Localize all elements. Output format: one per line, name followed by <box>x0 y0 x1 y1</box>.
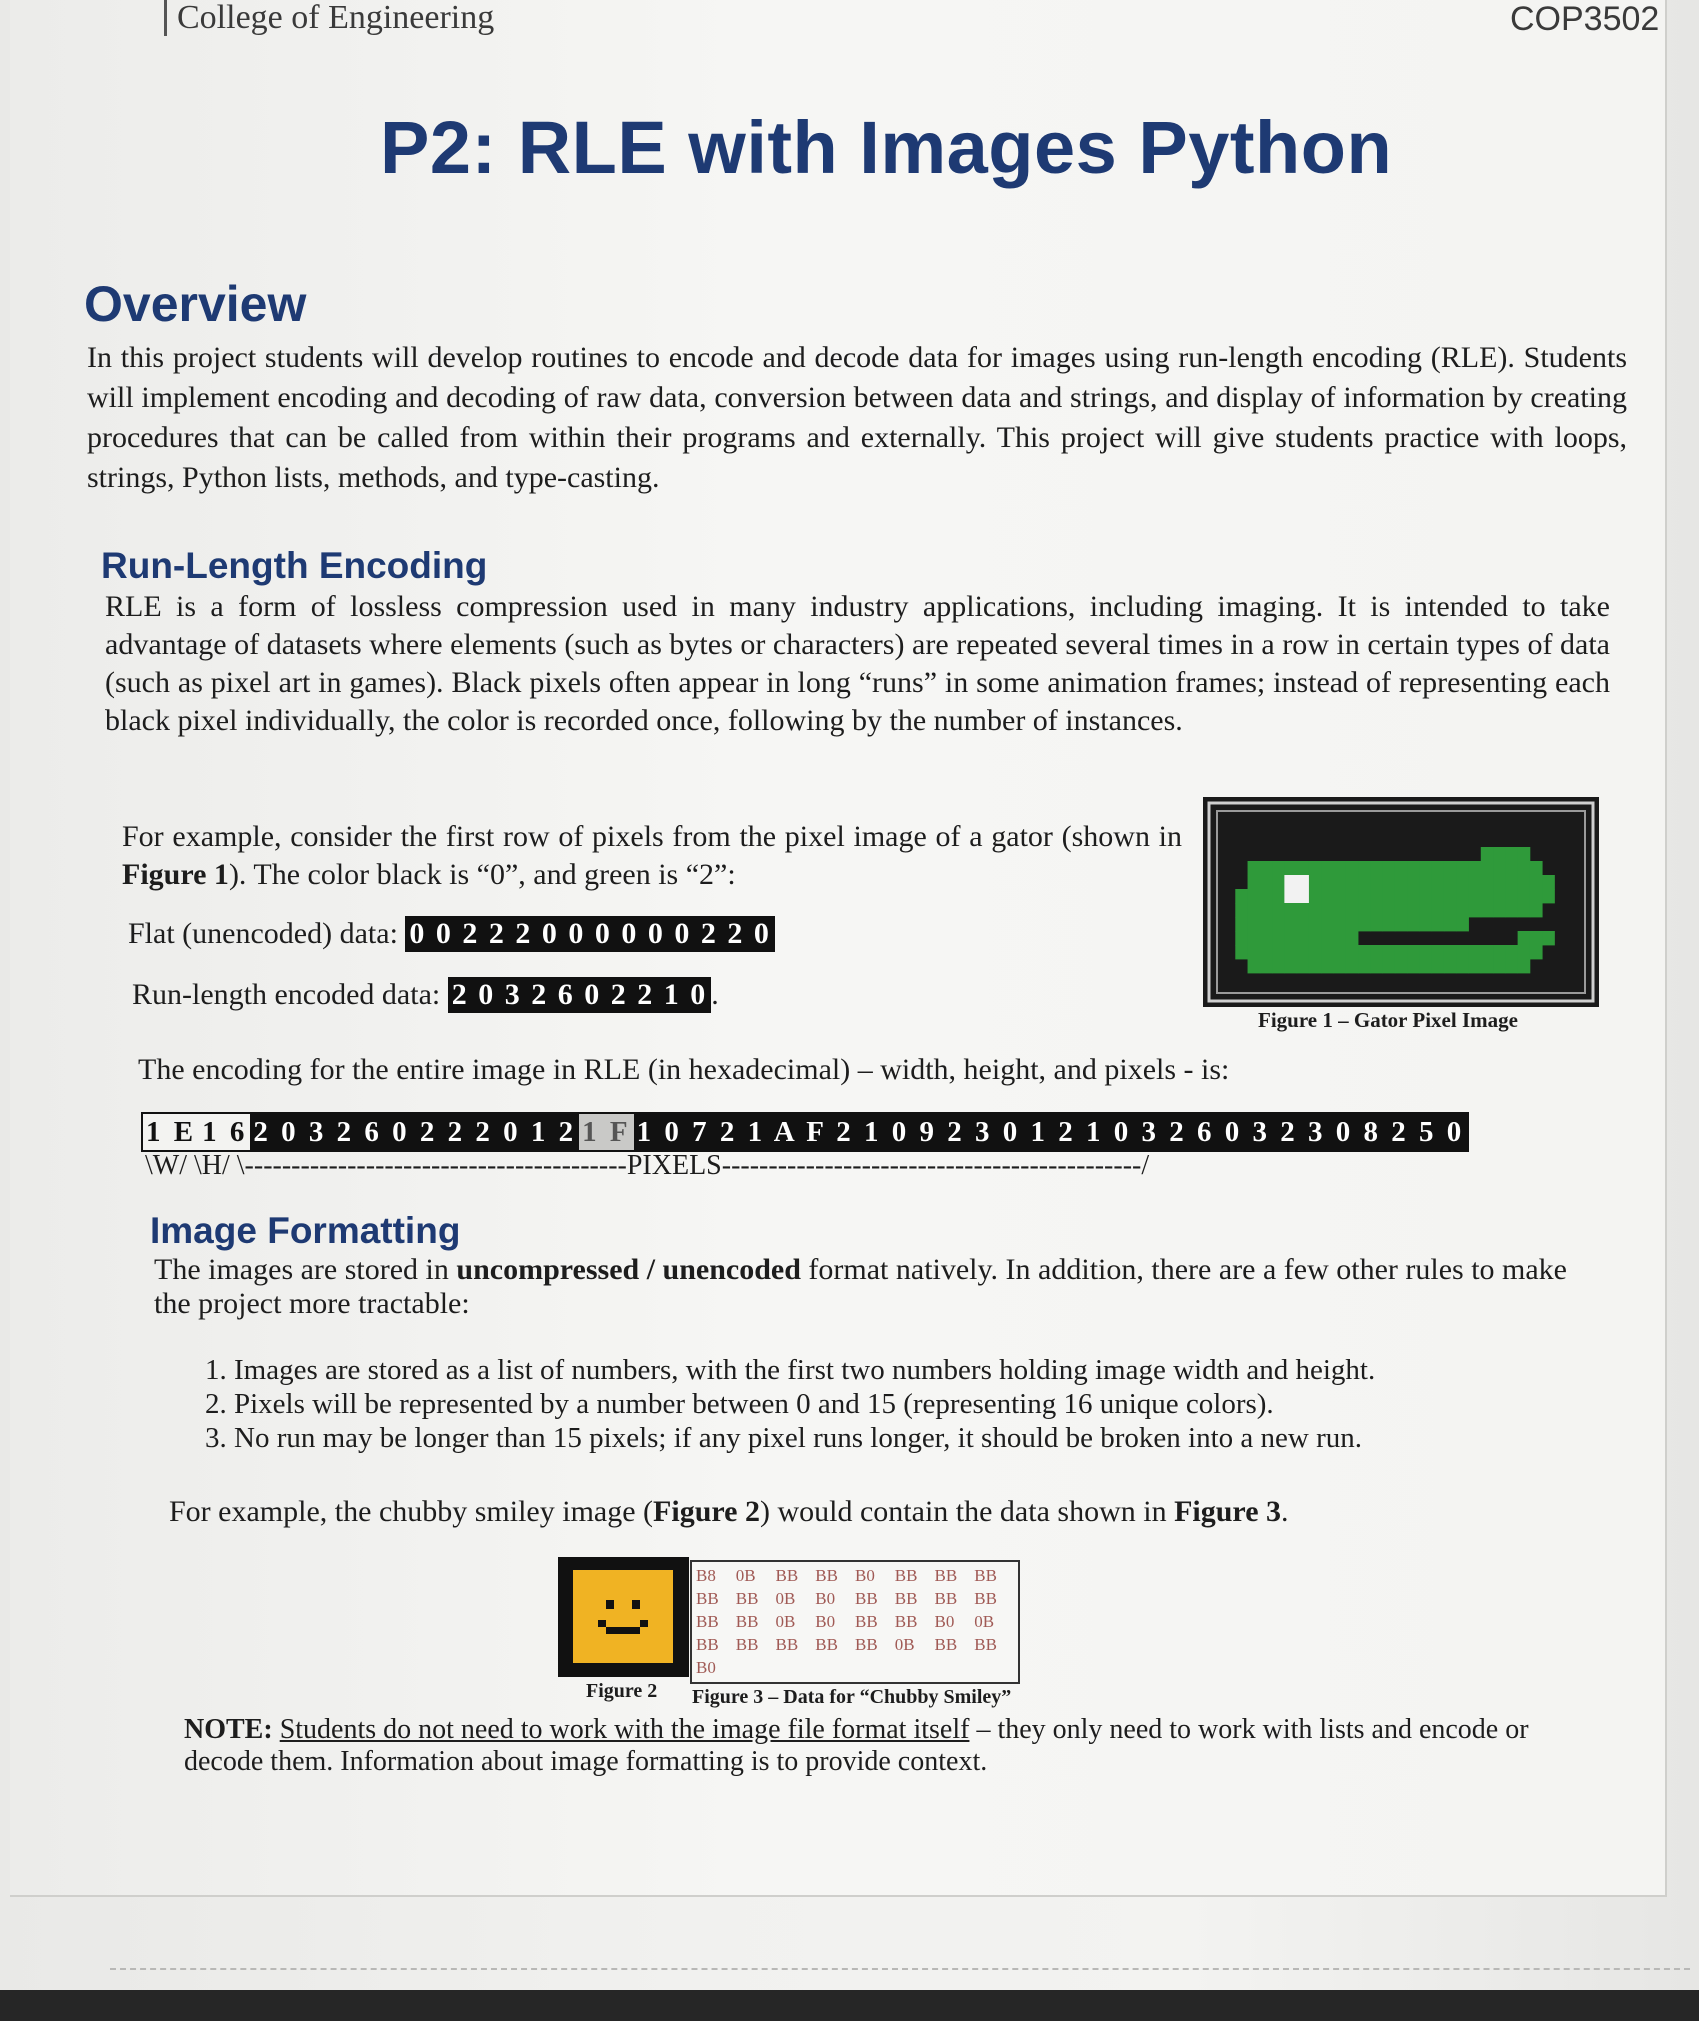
gator-example-text <box>122 818 1182 894</box>
gator-pixel <box>1407 861 1420 875</box>
gator-pixel <box>1456 875 1469 889</box>
gator-pixel <box>1395 959 1408 973</box>
gator-pixel <box>1370 917 1383 931</box>
strip-legend-left: \W/ \H/ \----------------------------------------- <box>145 1150 627 1181</box>
gator-pixel <box>1248 861 1261 875</box>
table-cell: BB <box>735 1635 759 1654</box>
table-cell: BB <box>815 1635 838 1654</box>
gator-pixel <box>1419 945 1432 959</box>
table-cell: BB <box>696 1635 719 1654</box>
gator-pixel <box>1346 861 1359 875</box>
gator-pixel <box>1260 861 1273 875</box>
gator-pixel <box>1321 959 1334 973</box>
strip-width: 1 E <box>143 1114 199 1150</box>
gator-pixel <box>1370 875 1383 889</box>
gator-pixel <box>1518 931 1531 945</box>
gator-pixel <box>1395 903 1408 917</box>
table-cell: BB <box>894 1589 918 1608</box>
figure1-caption: Figure 1 – Gator Pixel Image <box>1258 1008 1518 1032</box>
table-cell: BB <box>974 1589 997 1608</box>
gator-pixel <box>1346 889 1359 903</box>
table-cell: 0B <box>974 1612 995 1631</box>
gator-pixel <box>1333 945 1346 959</box>
gator-pixel <box>1358 917 1371 931</box>
gator-pixel <box>1444 959 1457 973</box>
gator-pixel <box>1272 945 1285 959</box>
gator-pixel <box>1260 917 1273 931</box>
gator-pixel <box>1333 959 1346 973</box>
gator-pixel <box>1530 889 1543 903</box>
gator-pixel <box>1309 917 1322 931</box>
gator-pixel <box>1358 889 1371 903</box>
gator-pixel <box>1444 917 1457 931</box>
gator-pixel <box>1284 861 1297 875</box>
formatting-text-a: The images are stored in <box>154 1253 457 1286</box>
gator-pixel <box>1407 945 1420 959</box>
table-cell: B8 <box>696 1566 716 1585</box>
gator-pixel <box>1272 861 1285 875</box>
gator-pixel <box>1333 875 1346 889</box>
gator-pixel <box>1383 903 1396 917</box>
list-item: 1. Images are stored as a list of numbers, with the first two numbers holding image width and height. <box>205 1354 1376 1386</box>
gator-pixel <box>1444 875 1457 889</box>
figure1-ref: Figure 1 <box>122 858 229 891</box>
gator-pixel <box>1518 903 1531 917</box>
gator-pixel <box>1370 945 1383 959</box>
table-row <box>696 1656 1014 1679</box>
table-cell: BB <box>735 1612 759 1631</box>
gator-pixel <box>1284 945 1297 959</box>
gator-pixel <box>1530 931 1543 945</box>
gator-pixel <box>1297 889 1310 903</box>
example-text-b: ). The color black is “0”, and green is “2”: <box>228 858 736 891</box>
gator-pixel <box>1481 903 1494 917</box>
figure2-caption: Figure 2 <box>586 1680 658 1702</box>
gator-pixel <box>1333 917 1346 931</box>
gator-pixel <box>1456 945 1469 959</box>
formatting-heading: Image Formatting <box>150 1210 461 1251</box>
smiley-text-a: For example, the chubby smiley image ( <box>169 1495 654 1528</box>
gator-pixel <box>1432 875 1445 889</box>
gator-pixel <box>1248 875 1261 889</box>
gator-pixel <box>1395 917 1408 931</box>
table-cell: BB <box>775 1635 799 1654</box>
note-label: NOTE: <box>184 1714 273 1745</box>
table-cell: B0 <box>815 1612 836 1631</box>
formatting-text-b: format natively. In addition, there are a few other rules to make the project more tractable: <box>154 1253 1567 1320</box>
gator-pixel <box>1444 861 1457 875</box>
gator-pixel <box>1272 875 1285 889</box>
gator-pixel <box>1284 959 1297 973</box>
gator-pixel <box>1284 889 1297 903</box>
gator-pixel <box>1469 959 1482 973</box>
gator-pixel <box>1530 861 1543 875</box>
gator-pixel <box>1297 931 1310 945</box>
flat-data-label: Flat (unencoded) data: <box>128 917 398 950</box>
page-title: P2: RLE with Images Python <box>380 106 1393 189</box>
gator-pixel <box>1481 945 1494 959</box>
gator-pixel <box>1505 959 1518 973</box>
figure1-gator-image <box>1203 797 1599 1007</box>
gator-pixel <box>1469 875 1482 889</box>
list-item: 3. No run may be longer than 15 pixels; if any pixel runs longer, it should be broken into a new run. <box>205 1422 1362 1454</box>
table-cell: BB <box>855 1612 878 1631</box>
gator-pixel <box>1321 889 1334 903</box>
gator-pixel <box>1407 903 1420 917</box>
gator-pixel <box>1456 889 1469 903</box>
table-cell: B0 <box>815 1589 836 1608</box>
gator-pixel <box>1469 861 1482 875</box>
table-cell: B0 <box>696 1658 716 1677</box>
gator-pixel <box>1248 903 1261 917</box>
gator-pixel <box>1235 889 1248 903</box>
gator-pixel <box>1493 847 1506 861</box>
gator-pixel <box>1248 889 1261 903</box>
gator-pixel <box>1297 903 1310 917</box>
course-code: COP3502 <box>1510 0 1660 38</box>
rle-data-period: . <box>711 978 719 1011</box>
table-cell: B0 <box>934 1612 955 1631</box>
gator-pixel <box>1297 945 1310 959</box>
figure3-caption: Figure 3 – Data for “Chubby Smiley” <box>692 1686 1012 1708</box>
strip-legend-right: ---------------------------------------------/ <box>721 1150 1150 1181</box>
table-cell: BB <box>855 1635 878 1654</box>
gator-pixel <box>1493 875 1506 889</box>
overview-heading: Overview <box>84 276 307 332</box>
smiley-face <box>573 1570 673 1663</box>
gator-pixel <box>1297 917 1310 931</box>
table-cell: B0 <box>855 1566 875 1585</box>
gator-pixel <box>1309 931 1322 945</box>
formatting-text-bold: uncompressed / unencoded <box>456 1253 801 1286</box>
gator-pixel <box>1358 945 1371 959</box>
gator-pixel <box>1309 861 1322 875</box>
gator-pixel <box>1542 875 1555 889</box>
gator-pixel <box>1370 889 1383 903</box>
gator-pixel <box>1432 861 1445 875</box>
table-cell: BB <box>894 1566 918 1585</box>
gator-pixel <box>1370 861 1383 875</box>
gator-pixel <box>1309 889 1322 903</box>
gator-pixel <box>1542 889 1555 903</box>
gator-pixel <box>1346 959 1359 973</box>
gator-pixel <box>1419 903 1432 917</box>
gator-pixel <box>1297 861 1310 875</box>
screen-bottom-bezel <box>0 1990 1699 2021</box>
table-cell: BB <box>934 1635 958 1654</box>
table-cell: BB <box>934 1589 958 1608</box>
gator-pixel <box>1419 959 1432 973</box>
gator-pixel <box>1444 945 1457 959</box>
smiley-example-text <box>169 1492 1469 1532</box>
gator-pixel <box>1518 945 1531 959</box>
gator-pixel <box>1272 917 1285 931</box>
gator-pixel <box>1358 875 1371 889</box>
gator-pixel <box>1321 917 1334 931</box>
gator-pixel <box>1505 861 1518 875</box>
gator-pixel <box>1383 917 1396 931</box>
gator-pixel <box>1248 917 1261 931</box>
table-row <box>696 1610 1014 1633</box>
overview-paragraph: In this project students will develop routines to encode and decode data for images using run-length encoding (RLE). Students will implement encoding and decoding of raw data, conversion between data and strings, and display of information by creating procedures that can be called from within their programs and externally. This project will give students practice with loops, strings, Python lists, methods, and type-casting. <box>87 341 1627 494</box>
gator-pixel <box>1272 903 1285 917</box>
gator-pixel <box>1260 959 1273 973</box>
gator-pixel <box>1419 875 1432 889</box>
strip-legend <box>145 1150 1149 1182</box>
flat-data-value: 0 0 2 2 2 0 0 0 0 0 0 2 2 0 <box>405 916 775 952</box>
table-cell: BB <box>775 1566 799 1585</box>
gator-pixel-art <box>1203 797 1599 1007</box>
figure2-ref: Figure 2 <box>653 1495 760 1528</box>
gator-pixel <box>1481 875 1494 889</box>
gator-pixel <box>1309 903 1322 917</box>
gator-pixel <box>1395 889 1408 903</box>
gator-pixel <box>1444 903 1457 917</box>
gator-pixel <box>1432 903 1445 917</box>
gator-pixel <box>1321 945 1334 959</box>
gator-pixel <box>1358 861 1371 875</box>
gator-pixel <box>1493 945 1506 959</box>
gator-pixel <box>1321 875 1334 889</box>
gator-pixel <box>1333 931 1346 945</box>
gator-pixel <box>1505 847 1518 861</box>
rle-hex-strip <box>141 1112 1469 1152</box>
rle-data-row <box>132 977 719 1013</box>
gator-pixel <box>1407 889 1420 903</box>
table-cell: BB <box>894 1612 918 1631</box>
table-cell: BB <box>855 1589 878 1608</box>
gator-pixel <box>1518 875 1531 889</box>
gator-pixel <box>1395 945 1408 959</box>
gator-pixel <box>1530 875 1543 889</box>
gator-pixel <box>1530 945 1543 959</box>
gator-pixel <box>1469 903 1482 917</box>
strip-pixels-1: 2 0 3 2 6 0 2 2 2 0 1 2 <box>250 1114 579 1150</box>
table-cell: 0B <box>775 1612 796 1631</box>
gator-pixel <box>1321 861 1334 875</box>
gator-pixel <box>1284 875 1297 889</box>
table-cell: 0B <box>894 1635 915 1654</box>
gator-pixel <box>1346 875 1359 889</box>
note-paragraph <box>184 1714 1544 1778</box>
gator-pixel <box>1407 917 1420 931</box>
gator-pixel <box>1407 959 1420 973</box>
example-text-a: For example, consider the first row of pixels from the pixel image of a gator (shown in <box>122 820 1182 853</box>
gator-pixel <box>1395 875 1408 889</box>
gator-pixel <box>1260 903 1273 917</box>
gator-pixel <box>1272 889 1285 903</box>
gator-pixel <box>1297 959 1310 973</box>
gator-pixel <box>1505 889 1518 903</box>
gator-pixel <box>1518 959 1531 973</box>
gator-pixel <box>1493 889 1506 903</box>
gator-pixel <box>1383 959 1396 973</box>
gator-pixel <box>1284 903 1297 917</box>
gator-pixel <box>1383 945 1396 959</box>
table-cell: BB <box>735 1589 759 1608</box>
gator-pixel <box>1493 959 1506 973</box>
college-label: College of Engineering <box>164 0 494 36</box>
smiley-text-b: ) would contain the data shown in <box>759 1495 1175 1528</box>
gator-pixel <box>1518 861 1531 875</box>
gator-pixel <box>1346 903 1359 917</box>
table-cell: 0B <box>735 1566 756 1585</box>
gator-pixel <box>1456 903 1469 917</box>
gator-pixel <box>1272 959 1285 973</box>
encoding-intro: The encoding for the entire image in RLE (in hexadecimal) – width, height, and pixels - is: <box>138 1053 1230 1086</box>
gator-pixel <box>1358 959 1371 973</box>
gator-pixel <box>1456 917 1469 931</box>
table-row <box>696 1564 1014 1587</box>
gator-pixel <box>1444 889 1457 903</box>
gator-pixel <box>1419 917 1432 931</box>
table-cell: BB <box>696 1589 719 1608</box>
flat-data-row <box>128 916 775 952</box>
list-item: 2. Pixels will be represented by a number between 0 and 15 (representing 16 unique colors). <box>205 1388 1274 1420</box>
gator-pixel <box>1518 889 1531 903</box>
table-row <box>696 1587 1014 1610</box>
strip-pixels-3: 1 0 7 2 1 A F 2 1 0 9 2 3 0 1 2 1 0 3 2 6 0 3 2 3 0 8 2 5 0 <box>634 1114 1468 1150</box>
gator-pixel <box>1333 903 1346 917</box>
gator-pixel <box>1481 861 1494 875</box>
gator-pixel <box>1297 875 1310 889</box>
gator-pixel <box>1432 959 1445 973</box>
note-rest: – they only need to work with lists and encode or decode them. Information about image formatting is to provide context. <box>184 1714 1529 1777</box>
strip-legend-pixels: PIXELS <box>626 1150 722 1181</box>
gator-pixel <box>1493 903 1506 917</box>
gator-pixel <box>1432 889 1445 903</box>
gator-pixel <box>1469 945 1482 959</box>
gator-pixel <box>1481 847 1494 861</box>
gator-pixel <box>1260 875 1273 889</box>
gator-pixel <box>1284 917 1297 931</box>
gator-pixel <box>1456 959 1469 973</box>
gator-pixel <box>1235 903 1248 917</box>
rle-paragraph: RLE is a form of lossless compression used in many industry applications, including imaging. It is intended to take advantage of datasets where elements (such as bytes or characters) are repeated several times in a row in certain types of data (such as pixel art in games). Black pixels often appear in long “runs” in some animation frames; instead of representing each black pixel individually, the color is recorded once, following by the number of instances. <box>105 590 1610 737</box>
formatting-paragraph <box>154 1253 1574 1321</box>
gator-pixel <box>1309 959 1322 973</box>
gator-pixel <box>1309 945 1322 959</box>
gator-pixel <box>1383 889 1396 903</box>
gator-pixel <box>1456 861 1469 875</box>
gator-pixel <box>1542 931 1555 945</box>
figure2-smiley-image <box>558 1557 689 1677</box>
gator-pixel <box>1309 875 1322 889</box>
gator-pixel <box>1432 917 1445 931</box>
gator-pixel <box>1530 903 1543 917</box>
note-underlined: Students do not need to work with the image file format itself <box>279 1714 970 1745</box>
table-cell: BB <box>934 1566 958 1585</box>
figure3-data-table <box>690 1560 1020 1684</box>
gator-pixel <box>1370 903 1383 917</box>
gator-pixel <box>1333 889 1346 903</box>
strip-pixels-2: 1 F <box>579 1114 633 1150</box>
gator-pixel <box>1481 889 1494 903</box>
gator-pixel <box>1383 861 1396 875</box>
gator-pixel <box>1383 875 1396 889</box>
gator-pixel <box>1493 861 1506 875</box>
gator-pixel <box>1272 931 1285 945</box>
gator-pixel <box>1321 903 1334 917</box>
gator-pixel <box>1284 931 1297 945</box>
smiley-text-c: . <box>1281 1495 1289 1528</box>
table-cell: BB <box>974 1566 997 1585</box>
gator-pixel <box>1333 861 1346 875</box>
gator-pixel <box>1346 945 1359 959</box>
figure3-ref: Figure 3 <box>1174 1495 1282 1528</box>
table-row <box>696 1633 1014 1656</box>
gator-pixel <box>1260 889 1273 903</box>
gator-pixel <box>1358 903 1371 917</box>
table-cell: 0B <box>775 1589 796 1608</box>
table-cell: BB <box>974 1635 997 1654</box>
gator-pixel <box>1481 959 1494 973</box>
gator-pixel <box>1248 945 1261 959</box>
gator-pixel <box>1260 931 1273 945</box>
smiley-icon <box>573 1570 673 1663</box>
gator-pixel <box>1235 931 1248 945</box>
gator-pixel <box>1505 945 1518 959</box>
gator-pixel <box>1370 959 1383 973</box>
gator-pixel <box>1248 959 1261 973</box>
rle-heading: Run-Length Encoding <box>101 545 488 586</box>
table-cell: BB <box>815 1566 838 1585</box>
page-edge-divider <box>110 1968 1690 1970</box>
gator-pixel <box>1432 945 1445 959</box>
gator-pixel <box>1505 903 1518 917</box>
table-cell: BB <box>696 1612 719 1631</box>
gator-pixel <box>1235 917 1248 931</box>
rle-data-label: Run-length encoded data: <box>132 978 441 1011</box>
gator-pixel <box>1260 945 1273 959</box>
gator-pixel <box>1248 931 1261 945</box>
strip-height: 1 6 <box>199 1114 250 1150</box>
gator-pixel <box>1407 875 1420 889</box>
gator-pixel <box>1419 889 1432 903</box>
gator-pixel <box>1346 917 1359 931</box>
gator-pixel <box>1469 889 1482 903</box>
gator-pixel <box>1505 875 1518 889</box>
rle-data-value: 2 0 3 2 6 0 2 2 1 0 <box>448 977 712 1013</box>
gator-pixel <box>1518 847 1531 861</box>
gator-pixel <box>1419 861 1432 875</box>
gator-pixel <box>1321 931 1334 945</box>
formatting-rules-list <box>205 1353 1375 1455</box>
gator-pixel <box>1346 931 1359 945</box>
gator-pixel <box>1395 861 1408 875</box>
gator-pixel <box>1235 945 1248 959</box>
